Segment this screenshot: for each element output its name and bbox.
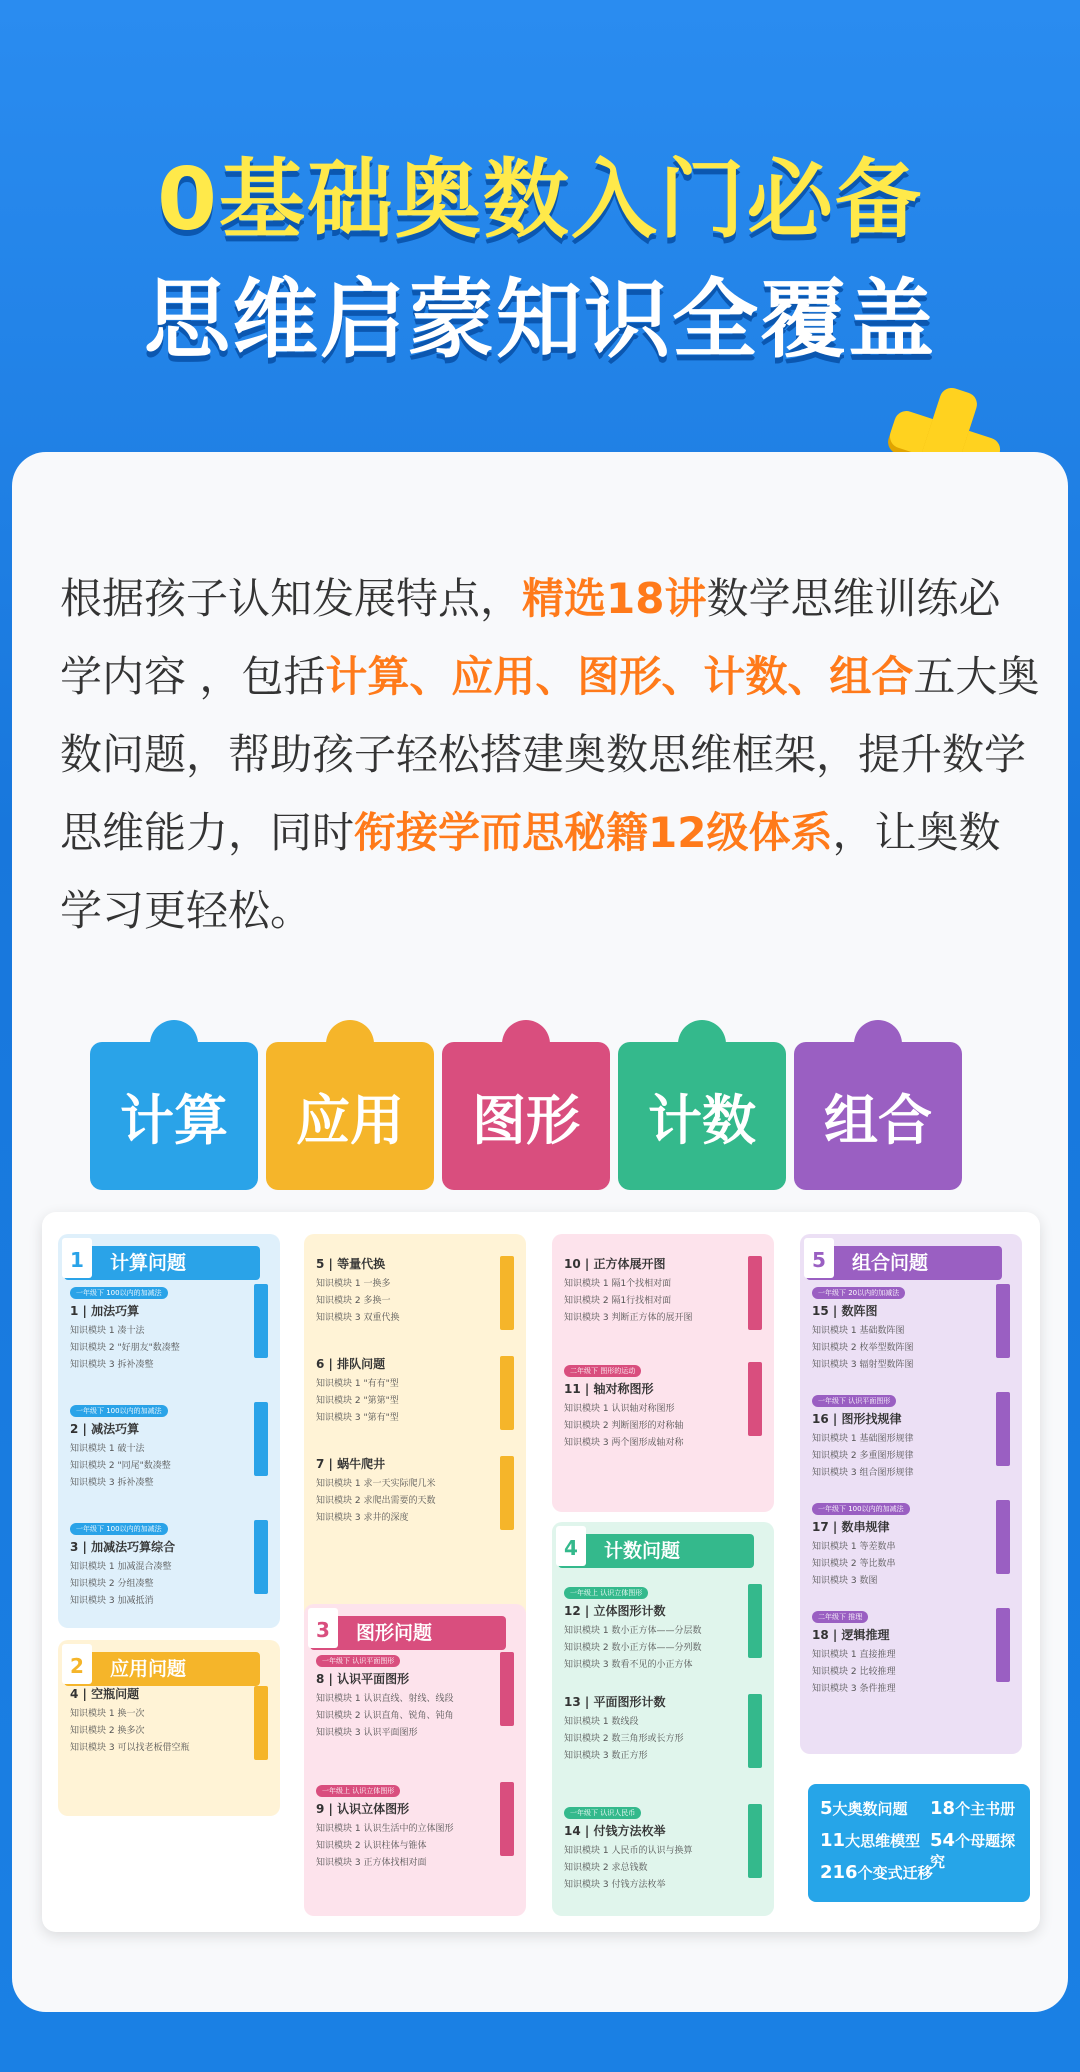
stat-variants: 216个变式迁移 [820, 1862, 933, 1883]
section-title: 应用问题 [110, 1658, 187, 1680]
lesson-item [812, 1604, 994, 1694]
grade-pill: 一年级上 认识立体图形 [316, 1785, 400, 1797]
grade-pill: 一年级下 100以内的加减法 [70, 1523, 168, 1535]
module-line: 知识模块 3 拆补凑整 [70, 1478, 154, 1488]
module-line: 知识模块 2 认识直角、锐角、钝角 [316, 1711, 454, 1721]
puzzle-knob [150, 1020, 198, 1060]
module-line: 知识模块 2 隔1行找相对面 [564, 1296, 672, 1306]
module-line: 知识模块 3 条件推理 [812, 1684, 896, 1694]
intro-paragraph [60, 560, 1040, 950]
section-header [558, 1534, 754, 1568]
module-line: 知识模块 2 等比数串 [812, 1559, 896, 1569]
module-line: 知识模块 2 换多次 [70, 1726, 145, 1736]
module-line: 知识模块 2 多重图形规律 [812, 1451, 914, 1461]
model-tag [996, 1284, 1010, 1358]
puzzle-label: 图形 [472, 1088, 580, 1152]
module-line: 知识模块 1 数线段 [564, 1717, 639, 1727]
module-line: 知识模块 2 数三角形或长方形 [564, 1734, 684, 1744]
lesson-item [564, 1690, 746, 1761]
headline-secondary: 思维启蒙知识全覆盖 [144, 270, 936, 370]
section-header [64, 1246, 260, 1280]
lesson-title: 13 | 平面图形计数 [564, 1695, 666, 1709]
section-number: 5 [804, 1238, 834, 1278]
grade-pill: 一年级下 认识人民币 [564, 1807, 641, 1819]
section-number: 3 [308, 1608, 338, 1648]
lesson-title: 18 | 逻辑推理 [812, 1628, 890, 1642]
puzzle-label: 应用 [296, 1088, 404, 1152]
lesson-title: 16 | 图形找规律 [812, 1412, 902, 1426]
lesson-title: 5 | 等量代换 [316, 1257, 386, 1271]
model-tag [748, 1256, 762, 1330]
lesson-title: 4 | 空瓶问题 [70, 1687, 140, 1701]
puzzle-piece-1 [90, 1042, 258, 1190]
module-line: 知识模块 1 破十法 [70, 1444, 145, 1454]
model-tag [748, 1694, 762, 1768]
lesson-title: 3 | 加减法巧算综合 [70, 1540, 176, 1554]
stat-problems: 5大奥数问题 [820, 1798, 908, 1819]
module-line: 知识模块 1 认识轴对称图形 [564, 1404, 675, 1414]
lesson-item [316, 1352, 498, 1423]
stat-books: 18个主书册 [930, 1798, 1016, 1819]
model-tag [996, 1500, 1010, 1574]
module-line: 知识模块 2 比较推理 [812, 1667, 896, 1677]
module-line: 知识模块 3 数图 [812, 1576, 878, 1586]
puzzle-piece-2 [266, 1042, 434, 1190]
lesson-item [316, 1452, 498, 1523]
module-line: 知识模块 2 "好朋友"数凑整 [70, 1343, 180, 1353]
lesson-title: 12 | 立体图形计数 [564, 1604, 666, 1618]
lesson-item [70, 1280, 252, 1370]
module-line: 知识模块 3 双重代换 [316, 1313, 400, 1323]
lesson-item [564, 1358, 746, 1448]
module-line: 知识模块 3 数正方形 [564, 1751, 648, 1761]
section-number: 1 [62, 1238, 92, 1278]
grade-pill: 一年级下 认识平面图形 [812, 1395, 896, 1407]
module-line: 知识模块 3 两个图形成轴对称 [564, 1438, 684, 1448]
lesson-item [812, 1388, 994, 1478]
section-title: 组合问题 [852, 1252, 929, 1274]
model-tag [254, 1402, 268, 1476]
model-tag [500, 1782, 514, 1856]
module-line: 知识模块 1 数小正方体——分层数 [564, 1626, 702, 1636]
lesson-item [70, 1516, 252, 1606]
module-line: 知识模块 1 基础图形规律 [812, 1434, 914, 1444]
lesson-item [316, 1252, 498, 1323]
model-tag [254, 1520, 268, 1594]
module-line: 知识模块 1 加减混合凑整 [70, 1562, 172, 1572]
section-number: 2 [62, 1644, 92, 1684]
puzzle-strip [90, 1030, 990, 1190]
lesson-title: 9 | 认识立体图形 [316, 1802, 410, 1816]
lesson-title: 6 | 排队问题 [316, 1357, 386, 1371]
puzzle-knob [854, 1020, 902, 1060]
module-line: 知识模块 3 "第有"型 [316, 1413, 399, 1423]
model-tag [996, 1608, 1010, 1682]
module-line: 知识模块 3 认识平面图形 [316, 1728, 418, 1738]
intro-text: 数学思维训练必学内容 ，包括 [60, 574, 1001, 701]
lesson-item [564, 1580, 746, 1670]
module-line: 知识模块 1 认识直线、射线、线段 [316, 1694, 454, 1704]
module-line: 知识模块 2 枚举型数阵图 [812, 1343, 914, 1353]
lesson-item [70, 1398, 252, 1488]
lesson-title: 17 | 数串规律 [812, 1520, 890, 1534]
module-line: 知识模块 1 凑十法 [70, 1326, 145, 1336]
model-tag [500, 1356, 514, 1430]
module-line: 知识模块 2 数小正方体——分列数 [564, 1643, 702, 1653]
module-line: 知识模块 3 付钱方法枚举 [564, 1880, 666, 1890]
stats-box [808, 1784, 1030, 1902]
intro-text: ，让奥数学习更轻松。 [60, 808, 1001, 935]
model-tag [500, 1456, 514, 1530]
puzzle-piece-5 [794, 1042, 962, 1190]
lesson-item [812, 1280, 994, 1370]
model-tag [500, 1256, 514, 1330]
intro-highlight: 衔接学而思秘籍12级体系 [354, 808, 833, 857]
lesson-title: 10 | 正方体展开图 [564, 1257, 666, 1271]
lesson-title: 2 | 减法巧算 [70, 1422, 140, 1436]
module-line: 知识模块 3 判断正方体的展开图 [564, 1313, 693, 1323]
section-title: 图形问题 [356, 1622, 433, 1644]
module-line: 知识模块 1 直接推理 [812, 1650, 896, 1660]
lesson-item [316, 1648, 498, 1738]
module-line: 知识模块 1 基础数阵图 [812, 1326, 905, 1336]
grade-pill: 一年级下 100以内的加减法 [70, 1405, 168, 1417]
puzzle-label: 组合 [824, 1088, 932, 1152]
module-line: 知识模块 1 人民币的认识与换算 [564, 1846, 693, 1856]
module-line: 知识模块 2 判断图形的对称轴 [564, 1421, 684, 1431]
model-tag [748, 1584, 762, 1658]
module-line: 知识模块 2 求爬出需要的天数 [316, 1496, 436, 1506]
stat-mother-problems: 54个母题探究 [930, 1830, 1016, 1871]
section-header [806, 1246, 1002, 1280]
module-line: 知识模块 3 加减抵消 [70, 1596, 154, 1606]
lesson-item [564, 1252, 746, 1323]
module-line: 知识模块 1 求一天实际爬几米 [316, 1479, 436, 1489]
lesson-title: 15 | 数阵图 [812, 1304, 878, 1318]
model-tag [254, 1284, 268, 1358]
lesson-item [70, 1682, 252, 1753]
model-tag [748, 1804, 762, 1878]
puzzle-label: 计数 [648, 1088, 756, 1152]
lesson-title: 1 | 加法巧算 [70, 1304, 140, 1318]
lesson-item [812, 1496, 994, 1586]
puzzle-knob [678, 1020, 726, 1060]
module-line: 知识模块 3 正方体找相对面 [316, 1858, 427, 1868]
grade-pill: 一年级下 20以内的加减法 [812, 1287, 905, 1299]
module-line: 知识模块 3 辐射型数阵图 [812, 1360, 914, 1370]
module-line: 知识模块 1 认识生活中的立体图形 [316, 1824, 454, 1834]
module-line: 知识模块 2 认识柱体与锥体 [316, 1841, 427, 1851]
module-line: 知识模块 2 "同尾"数凑整 [70, 1461, 171, 1471]
lesson-title: 8 | 认识平面图形 [316, 1672, 410, 1686]
grade-pill: 一年级下 认识平面图形 [316, 1655, 400, 1667]
grade-pill: 一年级上 认识立体图形 [564, 1587, 648, 1599]
intro-highlight: 精选18讲 [522, 574, 707, 623]
intro-highlight: 计算、应用、图形、计数、组合 [325, 652, 914, 701]
section-header [64, 1652, 260, 1686]
model-tag [500, 1652, 514, 1726]
lesson-title: 11 | 轴对称图形 [564, 1382, 654, 1396]
puzzle-piece-3 [442, 1042, 610, 1190]
section-number: 4 [556, 1526, 586, 1566]
module-line: 知识模块 2 分组凑整 [70, 1579, 154, 1589]
module-line: 知识模块 1 换一次 [70, 1709, 145, 1719]
module-line: 知识模块 3 求井的深度 [316, 1513, 409, 1523]
puzzle-label: 计算 [120, 1088, 228, 1152]
module-line: 知识模块 2 多换一 [316, 1296, 391, 1306]
lesson-title: 7 | 蜗牛爬井 [316, 1457, 386, 1471]
puzzle-knob [502, 1020, 550, 1060]
puzzle-knob [326, 1020, 374, 1060]
lesson-item [316, 1778, 498, 1868]
grade-pill: 二年级下 推理 [812, 1611, 868, 1623]
headline-primary: 0基础奥数入门必备 [157, 150, 923, 250]
module-line: 知识模块 3 组合图形规律 [812, 1468, 914, 1478]
lesson-item [564, 1800, 746, 1890]
grade-pill: 一年级下 100以内的加减法 [70, 1287, 168, 1299]
model-tag [748, 1362, 762, 1436]
lesson-title: 14 | 付钱方法枚举 [564, 1824, 666, 1838]
intro-text: 根据孩子认知发展特点， [60, 574, 523, 623]
intro-text: 五大奥数问题，帮助孩子轻松搭建奥数思维框架，提升数学思维能力，同时 [60, 652, 1040, 857]
section-header [310, 1616, 506, 1650]
module-line: 知识模块 3 可以找老板借空瓶 [70, 1743, 190, 1753]
puzzle-piece-4 [618, 1042, 786, 1190]
model-tag [254, 1686, 268, 1760]
grade-pill: 一年级下 100以内的加减法 [812, 1503, 910, 1515]
module-line: 知识模块 1 等差数串 [812, 1542, 896, 1552]
module-line: 知识模块 1 "有有"型 [316, 1379, 399, 1389]
module-line: 知识模块 3 数看不见的小正方体 [564, 1660, 693, 1670]
section-title: 计数问题 [604, 1540, 681, 1562]
module-line: 知识模块 2 "第第"型 [316, 1396, 399, 1406]
module-line: 知识模块 2 求总钱数 [564, 1863, 648, 1873]
stat-models: 11大思维模型 [820, 1830, 921, 1851]
module-line: 知识模块 3 拆补凑整 [70, 1360, 154, 1370]
module-line: 知识模块 1 隔1个找相对面 [564, 1279, 672, 1289]
section-title: 计算问题 [110, 1252, 187, 1274]
module-line: 知识模块 1 一换多 [316, 1279, 391, 1289]
model-tag [996, 1392, 1010, 1466]
grade-pill: 二年级下 图形的运动 [564, 1365, 641, 1377]
